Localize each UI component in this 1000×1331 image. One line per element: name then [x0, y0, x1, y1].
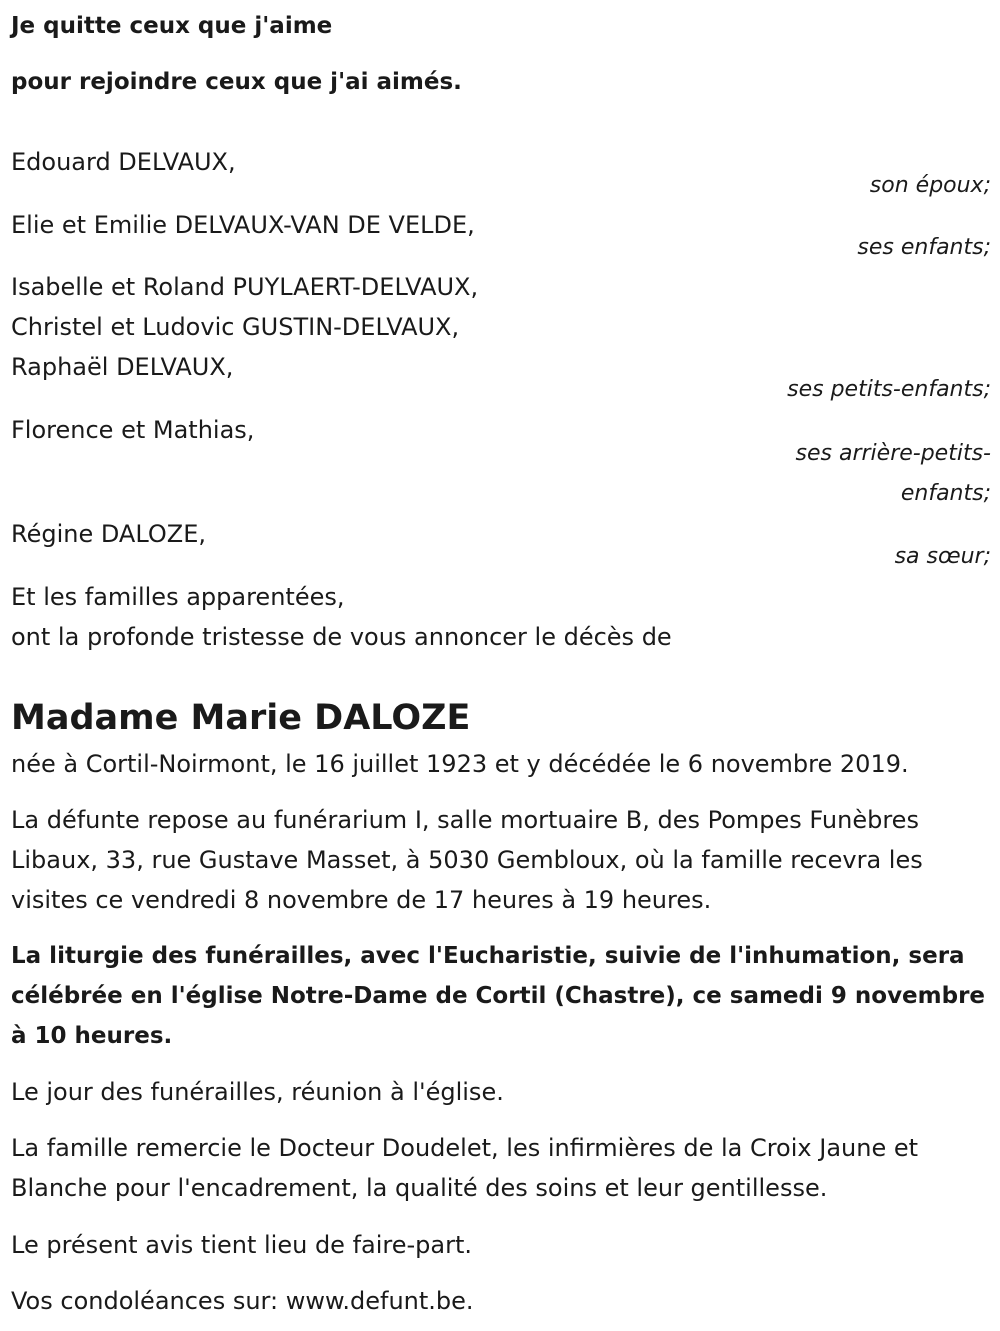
- husband-relation: son époux;: [869, 173, 991, 198]
- paragraph-notice: Le présent avis tient lieu de faire-part.: [11, 1231, 473, 1259]
- grandchildren-name-2: Christel et Ludovic GUSTIN-DELVAUX,: [11, 313, 460, 341]
- great-grandchildren-relation-1: ses arrière-petits-: [795, 441, 991, 466]
- paragraph-liturgy: La liturgie des funérailles, avec l'Eucharistie, suivie de l'inhumation, sera célébrée en l'église Notre-Dame de Cortil (Chastre), ce samedi 9 novembre à 10 heures.: [11, 943, 986, 1049]
- husband-name: Edouard DELVAUX,: [11, 148, 236, 176]
- grandchildren-name-3: Raphaël DELVAUX,: [11, 353, 234, 381]
- great-grandchildren-names: Florence et Mathias,: [11, 416, 255, 444]
- children-relation: ses enfants;: [857, 235, 991, 260]
- family-husband: [11, 142, 991, 206]
- family-children: [11, 205, 991, 268]
- family-grandchildren: [11, 267, 991, 410]
- paragraph-thanks: La famille remercie le Docteur Doudelet, les infirmières de la Croix Jaune et Blanche pour l'encadrement, la qualité des soins et leur gentillesse.: [11, 1134, 919, 1202]
- deceased-name: Madame Marie DALOZE: [11, 698, 471, 738]
- announce-line: ont la profonde tristesse de vous annoncer le décès de: [11, 623, 672, 651]
- epigraph-line-2: pour rejoindre ceux que j'ai aimés.: [11, 69, 462, 95]
- family-closing: [11, 577, 991, 657]
- children-names: Elie et Emilie DELVAUX-VAN DE VELDE,: [11, 211, 475, 239]
- great-grandchildren-relation-2: enfants;: [900, 481, 991, 506]
- sister-name: Régine DALOZE,: [11, 520, 206, 548]
- grandchildren-name-1: Isabelle et Roland PUYLAERT-DELVAUX,: [11, 273, 479, 301]
- family-sister: [11, 514, 991, 577]
- family-great-grandchildren: [11, 410, 991, 514]
- birth-death-line: née à Cortil-Noirmont, le 16 juillet 1923 et y décédée le 6 novembre 2019.: [11, 750, 909, 778]
- sister-relation: sa sœur;: [894, 544, 991, 569]
- families-line: Et les familles apparentées,: [11, 583, 345, 611]
- paragraph-rest: La défunte repose au funérarium I, salle mortuaire B, des Pompes Funèbres Libaux, 33, rue Gustave Masset, à 5030 Gembloux, où la famille recevra les visites ce vendredi 8 novembre de 17 heures à 19 heures.: [11, 806, 923, 914]
- epigraph-line-1: Je quitte ceux que j'aime: [11, 13, 333, 39]
- paragraph-meeting: Le jour des funérailles, réunion à l'église.: [11, 1078, 504, 1106]
- paragraph-condolences: Vos condoléances sur: www.defunt.be.: [11, 1287, 474, 1315]
- grandchildren-relation: ses petits-enfants;: [787, 377, 991, 402]
